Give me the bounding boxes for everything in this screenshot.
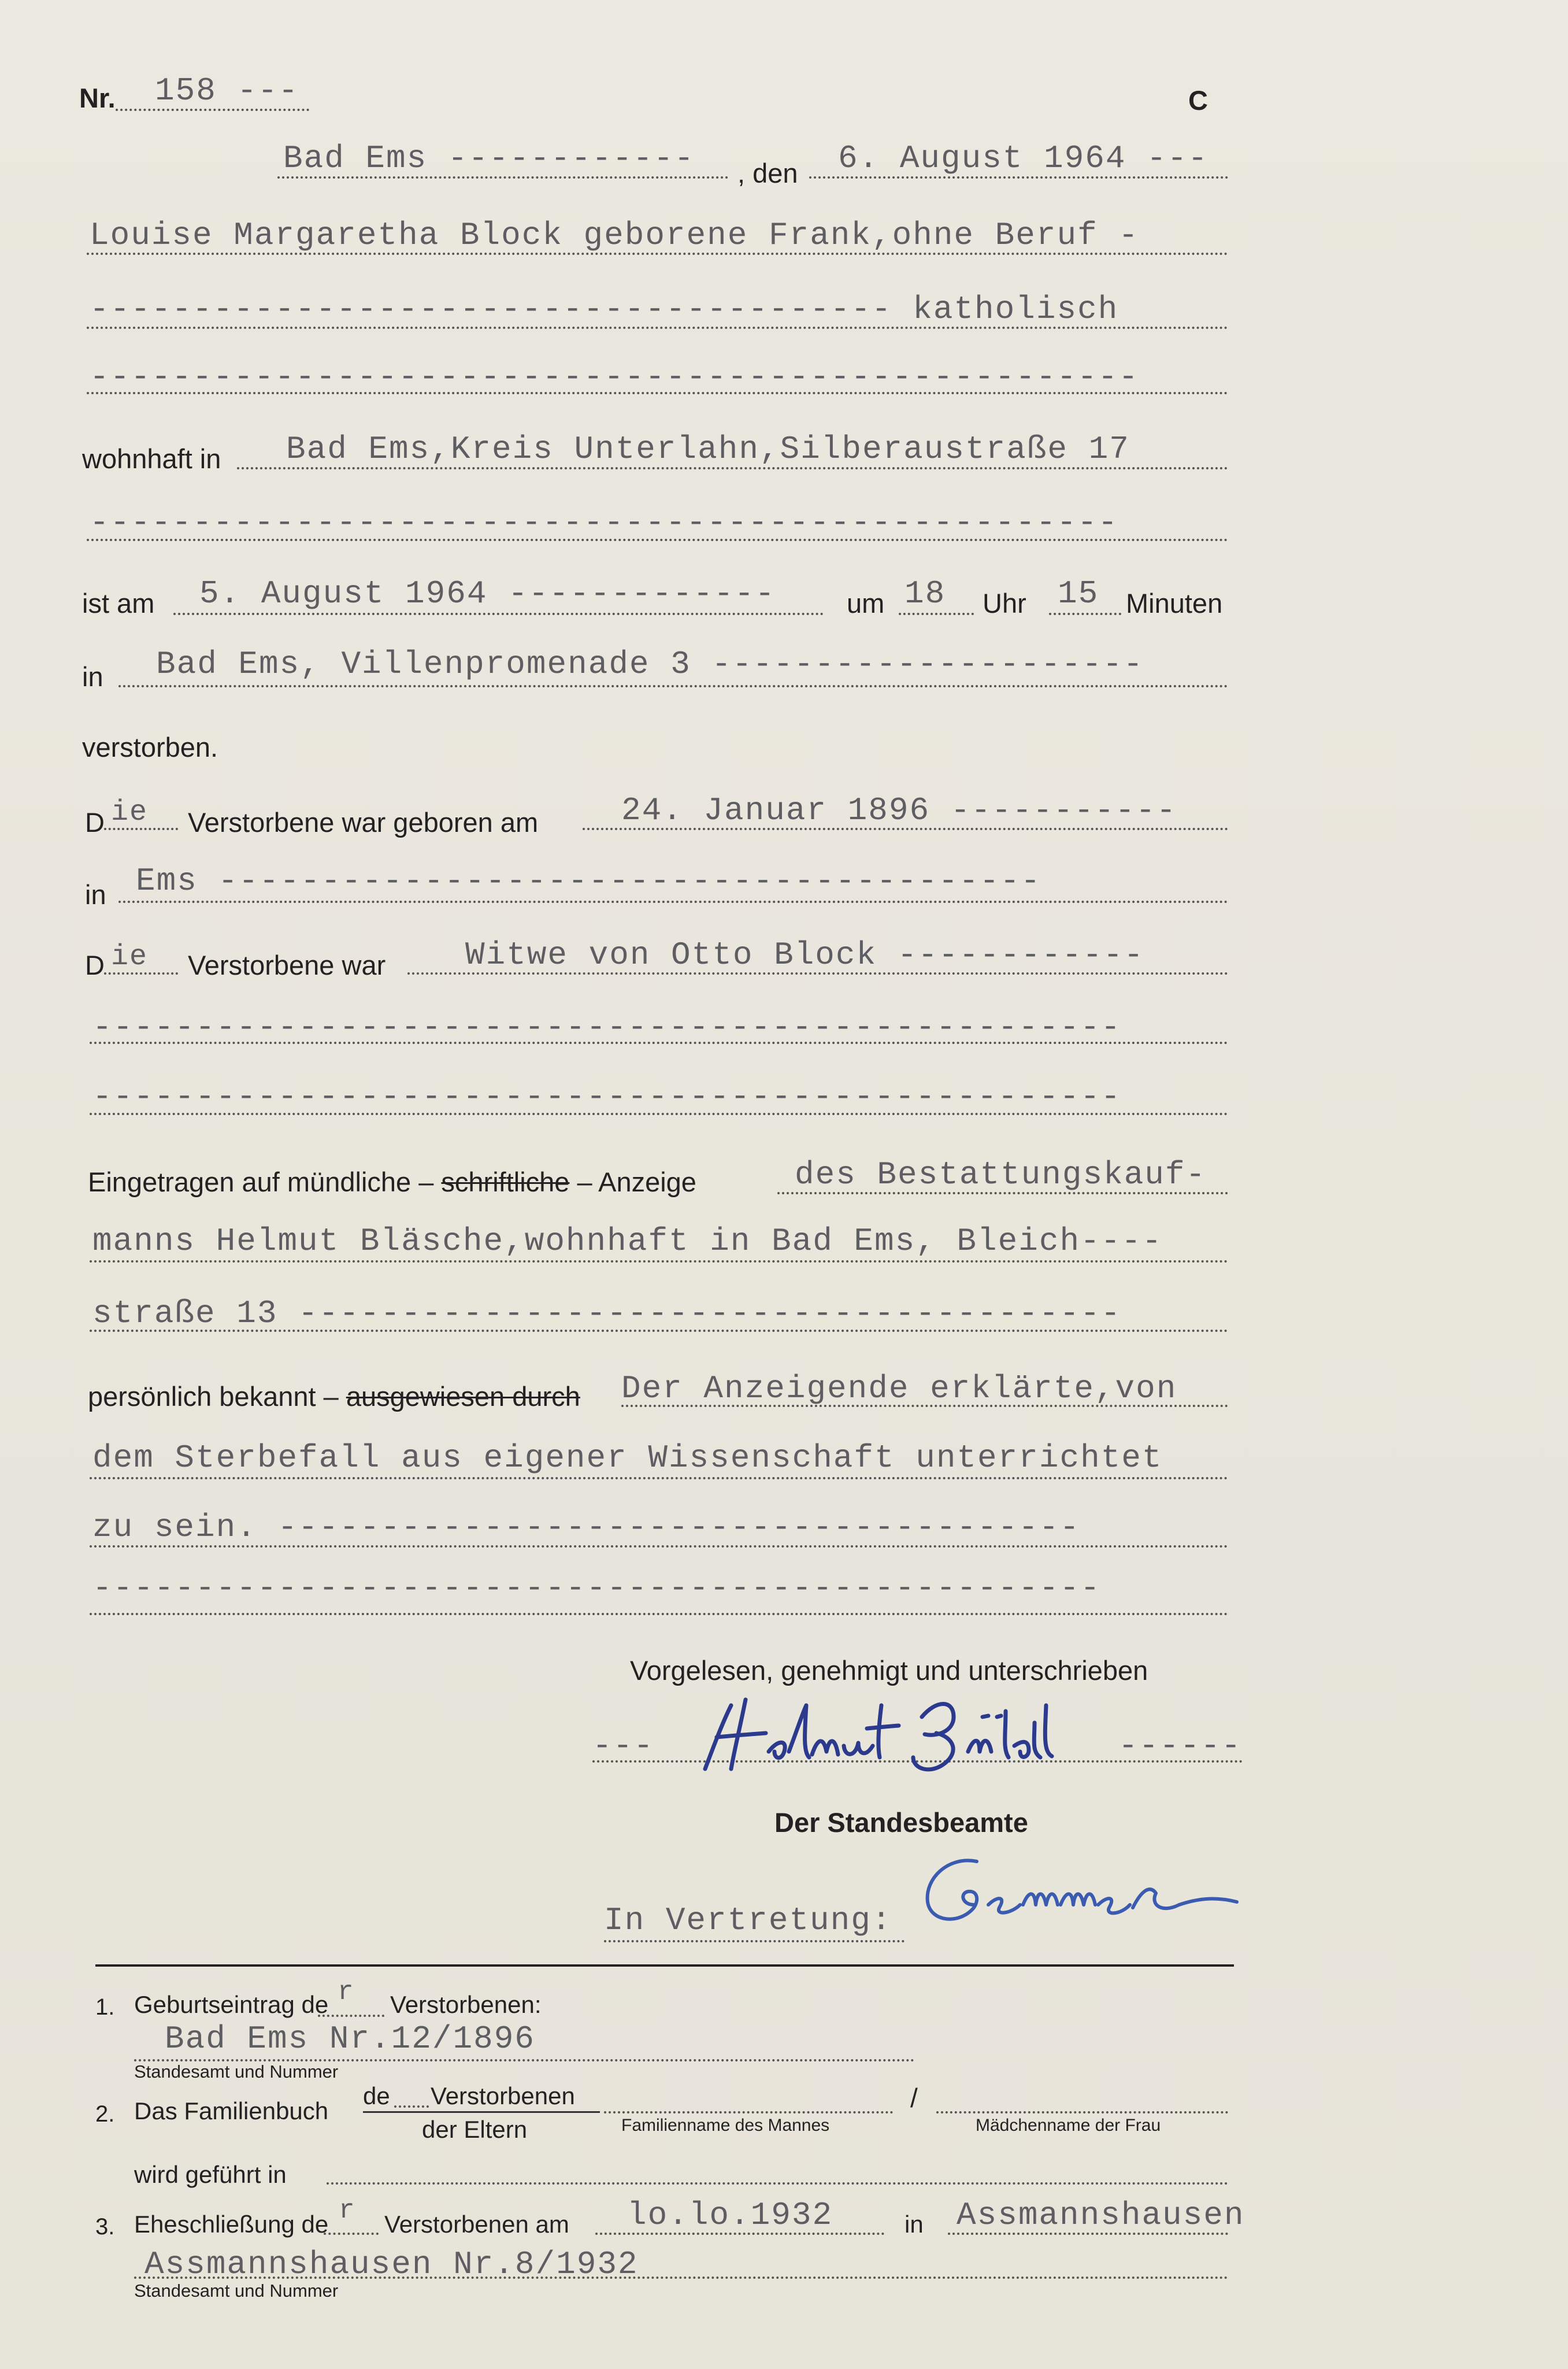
note3-super: r bbox=[339, 2196, 356, 2226]
note2-wife-dotted-line bbox=[936, 2111, 1228, 2113]
minuten-label: Minuten bbox=[1126, 588, 1223, 619]
ident-dotted-line-2 bbox=[90, 1477, 1228, 1479]
register-date: 6. August 1964 --- bbox=[838, 140, 1209, 177]
entry-label-b: – Anzeige bbox=[577, 1167, 696, 1197]
note3-in: in bbox=[905, 2211, 924, 2238]
note1-label-b: Verstorbenen: bbox=[390, 1991, 542, 2018]
death-date: 5. August 1964 ------------- bbox=[199, 575, 776, 612]
ident-label-a: persönlich bekannt – bbox=[88, 1381, 339, 1412]
note3-place: Assmannshausen bbox=[957, 2197, 1245, 2234]
entry-line-3: straße 13 ---------------------------------------- bbox=[92, 1295, 1122, 1332]
entry-label-struck: schriftliche bbox=[441, 1167, 570, 1197]
birth-d-prefix: D bbox=[85, 807, 105, 838]
entry-label-a: Eingetragen auf mündliche – bbox=[88, 1167, 434, 1197]
note2-num: 2. bbox=[95, 2101, 115, 2127]
nr-value: 158 --- bbox=[155, 72, 299, 109]
residence-filler: -------------------------------------------------- bbox=[90, 504, 1119, 541]
vertretung-label: In Vertretung: bbox=[604, 1902, 892, 1939]
entry-line-2: manns Helmut Bläsche,wohnhaft in Bad Ems, Bleich---- bbox=[92, 1223, 1163, 1260]
note1-caption: Standesamt und Nummer bbox=[134, 2061, 339, 2082]
official-title: Der Standesbeamte bbox=[774, 1807, 1028, 1838]
note2-caption-husband: Familienname des Mannes bbox=[621, 2116, 830, 2135]
den-label: , den bbox=[737, 158, 798, 188]
note1-super-dotted-line bbox=[318, 2015, 384, 2017]
death-in-label: in bbox=[82, 661, 103, 692]
note1-super: r bbox=[338, 1977, 355, 2007]
handwritten-signature-blaesche bbox=[682, 1682, 1133, 1781]
ident-line-1: Der Anzeigende erklärte,von bbox=[621, 1370, 1177, 1407]
note2-slash: / bbox=[910, 2083, 918, 2113]
note2-wird-label: wird geführt in bbox=[134, 2161, 287, 2188]
death-minute: 15 bbox=[1058, 575, 1099, 612]
note3-label-a: Eheschließung de bbox=[134, 2211, 329, 2238]
note3-caption: Standesamt und Nummer bbox=[134, 2281, 339, 2301]
status-filler-1: -------------------------------------------------- bbox=[92, 1009, 1122, 1046]
ident-line-4: ------------------------------------------------- bbox=[92, 1570, 1101, 1607]
person-filler: --------------------------------------------------- bbox=[90, 358, 1139, 395]
note3-label-b: Verstorbenen am bbox=[384, 2211, 569, 2238]
entry-dotted-line-2 bbox=[90, 1260, 1228, 1263]
note2-verstorbenen: Verstorbenen bbox=[431, 2082, 575, 2109]
form-letter: C bbox=[1188, 85, 1208, 116]
birth-in-label: in bbox=[85, 879, 106, 910]
death-place: Bad Ems, Villenpromenade 3 --------------------- bbox=[156, 646, 1144, 683]
death-place-dotted-line bbox=[118, 685, 1228, 687]
entry-line-1: des Bestattungskauf- bbox=[795, 1156, 1207, 1193]
note2-eltern: der Eltern bbox=[422, 2116, 528, 2143]
ident-label bbox=[88, 1380, 580, 1412]
minute-dotted-line bbox=[1049, 613, 1121, 615]
note3-num: 3. bbox=[95, 2214, 115, 2240]
section-divider bbox=[95, 1964, 1234, 1967]
register-place: Bad Ems ------------ bbox=[283, 140, 695, 177]
person-religion: --------------------------------------- katholisch bbox=[90, 291, 1119, 328]
status-d-prefix: D bbox=[85, 950, 105, 980]
read-approved-label: Vorgelesen, genehmigt und unterschrieben bbox=[630, 1655, 1148, 1686]
um-label: um bbox=[847, 588, 885, 619]
status-ie-suffix: ie bbox=[111, 941, 149, 973]
status-value: Witwe von Otto Block ------------ bbox=[465, 937, 1144, 973]
note2-de: de bbox=[363, 2082, 390, 2109]
note1-label-a: Geburtseintrag de bbox=[134, 1991, 329, 2018]
note2-label: Das Familienbuch bbox=[134, 2097, 329, 2124]
residence-label: wohnhaft in bbox=[82, 443, 221, 474]
birth-place: Ems ---------------------------------------- bbox=[136, 863, 1041, 900]
birth-ie-suffix: ie bbox=[111, 796, 149, 829]
nr-label: Nr. bbox=[79, 83, 116, 113]
note1-num: 1. bbox=[95, 1994, 115, 2020]
birth-place-dotted-line bbox=[118, 901, 1228, 903]
verstorben-label: verstorben. bbox=[82, 732, 218, 762]
note3-date: lo.lo.1932 bbox=[627, 2197, 833, 2234]
note2-wird-dotted-line bbox=[327, 2182, 1228, 2185]
note3-super-dotted-line bbox=[324, 2233, 379, 2235]
note1-value: Bad Ems Nr.12/1896 bbox=[165, 2020, 535, 2057]
vertretung-dotted-line bbox=[604, 1940, 905, 1942]
death-hour: 18 bbox=[905, 575, 946, 612]
birth-date: 24. Januar 1896 ----------- bbox=[621, 792, 1177, 829]
person-name-occupation: Louise Margaretha Block geborene Frank,ohne Beruf - bbox=[90, 217, 1139, 254]
handwritten-signature-gemmer bbox=[913, 1850, 1243, 1937]
birth-label: Verstorbene war geboren am bbox=[188, 807, 539, 838]
signature-dash-right: ------ bbox=[1118, 1727, 1242, 1764]
status-label: Verstorbene war bbox=[188, 950, 386, 980]
residence-value: Bad Ems,Kreis Unterlahn,Silberaustraße 17 bbox=[286, 431, 1130, 468]
ident-line-2: dem Sterbefall aus eigener Wissenschaft unterrichtet bbox=[92, 1439, 1163, 1476]
status-filler-2: -------------------------------------------------- bbox=[92, 1078, 1122, 1115]
entry-label bbox=[88, 1166, 696, 1198]
note2-caption-wife: Mädchenname der Frau bbox=[976, 2116, 1161, 2135]
note2-fraction-bar bbox=[363, 2111, 600, 2113]
ident-label-struck: ausgewiesen durch bbox=[346, 1381, 580, 1412]
note2-de-dotted-line bbox=[394, 2105, 429, 2108]
uhr-label: Uhr bbox=[983, 588, 1026, 619]
ident-line-3: zu sein. --------------------------------------- bbox=[92, 1509, 1081, 1546]
hour-dotted-line bbox=[899, 613, 974, 615]
note3-value: Assmannshausen Nr.8/1932 bbox=[144, 2246, 639, 2283]
ident-dotted-line-4 bbox=[90, 1613, 1228, 1615]
note2-husband-dotted-line bbox=[604, 2111, 893, 2113]
death-date-dotted-line bbox=[173, 613, 824, 615]
ist-am-label: ist am bbox=[82, 588, 155, 619]
signature-dash-left: --- bbox=[592, 1727, 654, 1764]
